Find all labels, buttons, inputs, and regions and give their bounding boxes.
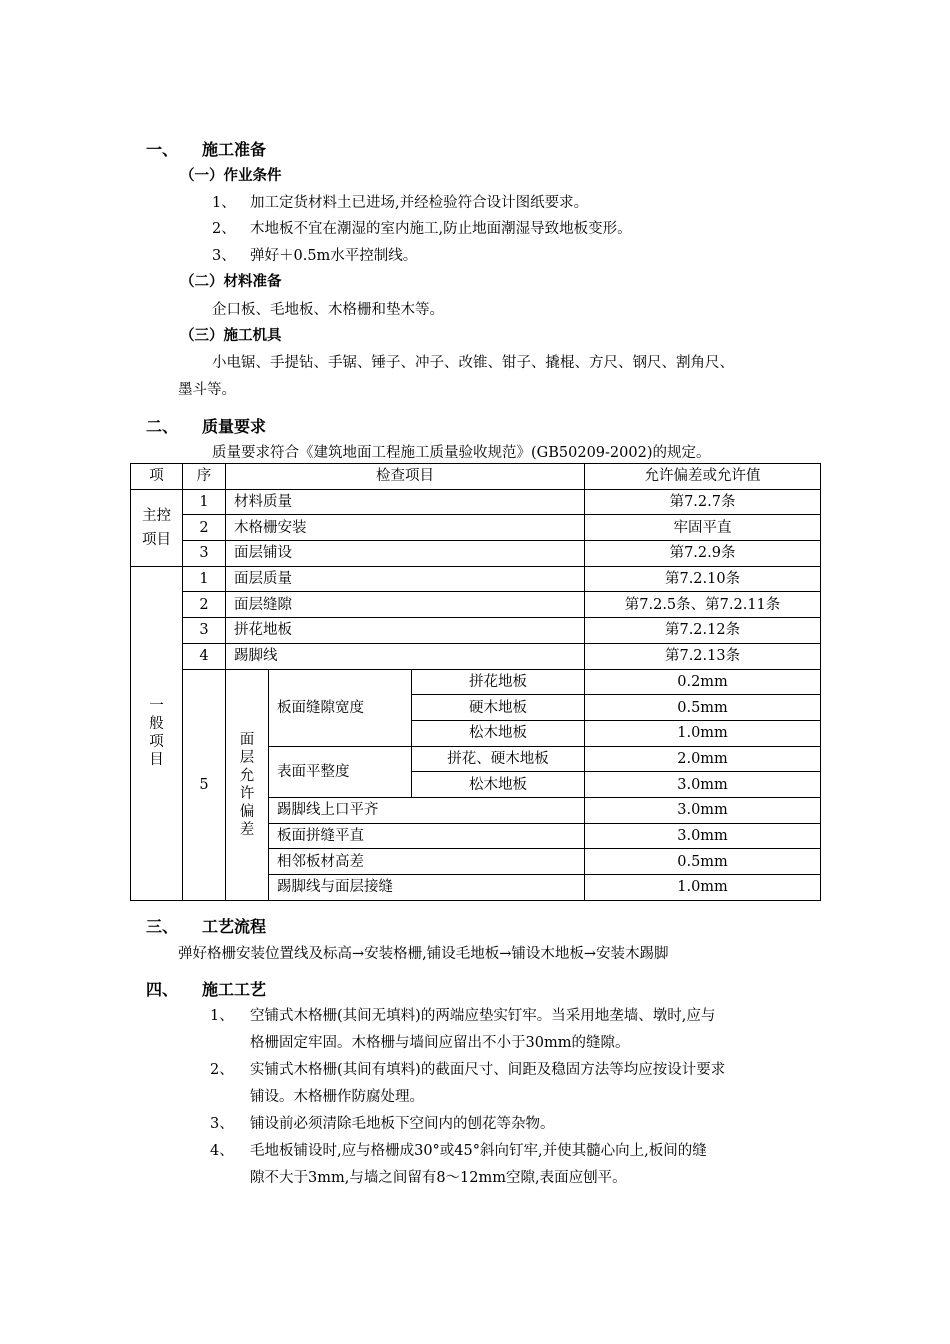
value-cell: 第7.2.7条: [585, 489, 821, 515]
value-cell: 3.0mm: [585, 772, 821, 798]
sub-item-cell: 拼花地板: [412, 669, 585, 695]
section-4-title: 施工工艺: [202, 980, 267, 999]
category-char: 允: [239, 767, 255, 784]
seq-cell: 4: [183, 643, 226, 669]
section-1-number: 一、: [146, 140, 179, 159]
seq-cell: 2: [183, 592, 226, 618]
item-number: 3、: [212, 248, 236, 264]
item-text: 加工定货材料土已进场,并经检验符合设计图纸要求。: [250, 195, 589, 211]
seq-cell: 1: [183, 489, 226, 515]
value-cell: 2.0mm: [585, 746, 821, 772]
value-cell: 第7.2.13条: [585, 643, 821, 669]
header-cell: 检查项目: [226, 464, 585, 490]
value-cell: 1.0mm: [585, 720, 821, 746]
item-number: 2、: [210, 1062, 234, 1078]
category-char: 差: [239, 821, 255, 838]
flatness-label: 表面平整度: [269, 746, 412, 797]
general-group-cell: [131, 566, 183, 900]
value-cell: 第7.2.9条: [585, 541, 821, 567]
item-text: 木地板不宜在潮湿的室内施工,防止地面潮湿导致地板变形。: [250, 221, 632, 237]
item-text-line1: 实铺式木格栅(其间有填料)的截面尺寸、间距及稳固方法等均应按设计要求: [250, 1062, 726, 1078]
item-number: 1、: [210, 1008, 234, 1024]
seq-cell: 1: [183, 566, 226, 592]
item-cell: 踢脚线上口平齐: [269, 797, 585, 823]
seq-cell: 3: [183, 618, 226, 644]
sub-item-cell: 拼花、硬木地板: [412, 746, 585, 772]
value-cell: 0.5mm: [585, 849, 821, 875]
seq-cell: 5: [183, 669, 226, 900]
item-text-line2: 隙不大于3mm,与墙之间留有8～12mm空隙,表面应刨平。: [250, 1170, 627, 1186]
table-row: [131, 489, 821, 515]
seq-cell: 2: [183, 515, 226, 541]
table-row: [131, 618, 821, 644]
subsection-materials: （二）材料准备: [180, 273, 282, 290]
value-cell: 第7.2.5条、第7.2.11条: [585, 592, 821, 618]
section-2-number: 二、: [146, 417, 179, 436]
group-label-char: 目: [149, 752, 164, 769]
section-3-title: 工艺流程: [202, 917, 267, 936]
sub-item-cell: 松木地板: [412, 720, 585, 746]
value-cell: 第7.2.12条: [585, 618, 821, 644]
header-cell: 项: [131, 464, 183, 490]
item-number: 3、: [210, 1116, 234, 1132]
item-cell: 面层缝隙: [226, 592, 585, 618]
quality-intro: 质量要求符合《建筑地面工程施工质量验收规范》(GB50209-2002)的规定。: [212, 445, 711, 461]
value-cell: 1.0mm: [585, 875, 821, 901]
item-text-line1: 毛地板铺设时,应与格栅成30°或45°斜向钉牢,并使其髓心向上,板间的缝: [250, 1143, 707, 1159]
value-cell: 牢固平直: [585, 515, 821, 541]
tools-text-line2: 墨斗等。: [178, 382, 236, 398]
section-4-number: 四、: [146, 980, 179, 999]
main-group-cell: [131, 489, 183, 566]
item-text-line1: 铺设前必须清除毛地板下空间内的刨花等杂物。: [250, 1116, 555, 1132]
group-label-line: 项目: [142, 531, 171, 548]
subsection-work-conditions: （一）作业条件: [180, 167, 282, 184]
item-cell: 踢脚线与面层接缝: [269, 875, 585, 901]
value-cell: 第7.2.10条: [585, 566, 821, 592]
seq-cell: 3: [183, 541, 226, 567]
process-flow-text: 弹好格栅安装位置线及标高→安装格栅,铺设毛地板→铺设木地板→安装木踢脚: [178, 946, 669, 962]
table-row: [131, 669, 821, 695]
gap-width-label: 板面缝隙宽度: [269, 669, 412, 746]
value-cell: 3.0mm: [585, 797, 821, 823]
value-cell: 0.2mm: [585, 669, 821, 695]
table-row: [131, 515, 821, 541]
materials-text: 企口板、毛地板、木格栅和垫木等。: [212, 302, 444, 318]
subsection-tools: （三）施工机具: [180, 327, 282, 344]
header-cell: 序: [183, 464, 226, 490]
item-text: 弹好＋0.5m水平控制线。: [250, 248, 418, 264]
item-number: 1、: [212, 195, 236, 211]
item-number: 4、: [210, 1143, 234, 1159]
group-label-char: 一: [149, 698, 164, 715]
category-char: 许: [239, 785, 255, 802]
tools-text-line1: 小电锯、手提钻、手锯、锤子、冲子、改锥、钳子、撬棍、方尺、钢尺、割角尺、: [212, 355, 734, 371]
item-number: 2、: [212, 221, 236, 237]
value-cell: 0.5mm: [585, 695, 821, 721]
table-header-row: [131, 464, 821, 490]
value-cell: 3.0mm: [585, 823, 821, 849]
tolerance-category-cell: [226, 669, 269, 900]
sub-item-cell: 松木地板: [412, 772, 585, 798]
group-label-line: 主控: [142, 507, 171, 524]
item-text-line2: 格栅固定牢固。木格栅与墙间应留出不小于30mm的缝隙。: [250, 1035, 630, 1051]
group-label-char: 项: [149, 734, 164, 751]
item-cell: 拼花地板: [226, 618, 585, 644]
group-label-char: 般: [149, 716, 164, 733]
quality-table: [130, 463, 821, 901]
item-cell: 面层质量: [226, 566, 585, 592]
table-row: [131, 541, 821, 567]
item-text-line2: 铺设。木格栅作防腐处理。: [250, 1089, 424, 1105]
item-cell: 踢脚线: [226, 643, 585, 669]
section-3-number: 三、: [146, 917, 179, 936]
item-cell: 木格栅安装: [226, 515, 585, 541]
table-row: [131, 643, 821, 669]
item-cell: 板面拼缝平直: [269, 823, 585, 849]
item-cell: 相邻板材高差: [269, 849, 585, 875]
item-text-line1: 空铺式木格栅(其间无填料)的两端应垫实钉牢。当采用地垄墙、墩时,应与: [250, 1008, 716, 1024]
category-char: 层: [239, 749, 255, 766]
item-cell: 材料质量: [226, 489, 585, 515]
section-1-title: 施工准备: [202, 140, 267, 159]
category-char: 偏: [239, 803, 255, 820]
table-row: [131, 566, 821, 592]
table-row: [131, 592, 821, 618]
section-2-title: 质量要求: [202, 417, 267, 436]
category-char: 面: [239, 731, 255, 748]
item-cell: 面层铺设: [226, 541, 585, 567]
sub-item-cell: 硬木地板: [412, 695, 585, 721]
header-cell: 允许偏差或允许值: [585, 464, 821, 490]
